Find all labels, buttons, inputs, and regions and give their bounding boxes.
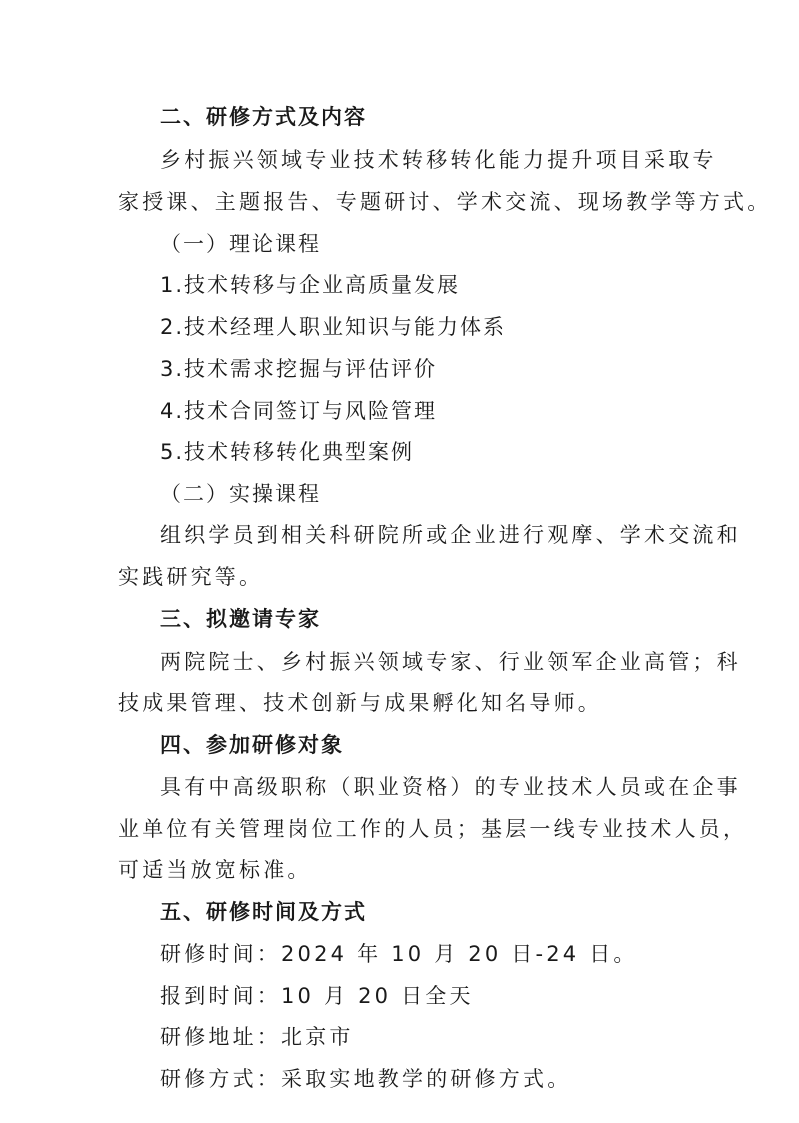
section-heading: 二、研修方式及内容 xyxy=(160,105,367,129)
paragraph-line: 技成果管理、技术创新与成果孵化知名导师。 xyxy=(118,691,602,715)
subsection-title: （二）实操课程 xyxy=(160,482,321,506)
list-item: 5.技术转移转化典型案例 xyxy=(160,440,415,464)
list-item: 4.技术合同签订与风险管理 xyxy=(160,399,438,423)
paragraph-line: 具有中高级职称（职业资格）的专业技术人员或在企事 xyxy=(160,775,741,799)
paragraph-line: 可适当放宽标准。 xyxy=(118,858,312,882)
list-item: 1.技术转移与企业高质量发展 xyxy=(160,273,461,297)
subsection-title: （一）理论课程 xyxy=(160,232,321,256)
section-heading: 五、研修时间及方式 xyxy=(160,900,367,924)
list-item: 2.技术经理人职业知识与能力体系 xyxy=(160,315,507,339)
training-method: 研修方式：采取实地教学的研修方式。 xyxy=(160,1067,572,1091)
paragraph-line: 实践研究等。 xyxy=(118,565,264,589)
paragraph-line: 业单位有关管理岗位工作的人员；基层一线专业技术人员， xyxy=(118,817,748,841)
paragraph-line: 乡村振兴领域专业技术转移转化能力提升项目采取专 xyxy=(160,148,717,172)
list-item: 3.技术需求挖掘与评估评价 xyxy=(160,357,438,381)
schedule-time: 研修时间：2024 年 10 月 20 日-24 日。 xyxy=(160,942,638,966)
paragraph-line: 组织学员到相关科研院所或企业进行观摩、学术交流和 xyxy=(160,523,741,547)
training-location: 研修地址：北京市 xyxy=(160,1025,354,1049)
paragraph-line: 两院院士、乡村振兴领域专家、行业领军企业高管；科 xyxy=(160,650,741,674)
section-heading: 三、拟邀请专家 xyxy=(160,607,321,631)
checkin-time: 报到时间：10 月 20 日全天 xyxy=(160,984,474,1008)
paragraph-line: 家授课、主题报告、专题研讨、学术交流、现场教学等方式。 xyxy=(118,190,772,214)
section-heading: 四、参加研修对象 xyxy=(160,733,344,757)
